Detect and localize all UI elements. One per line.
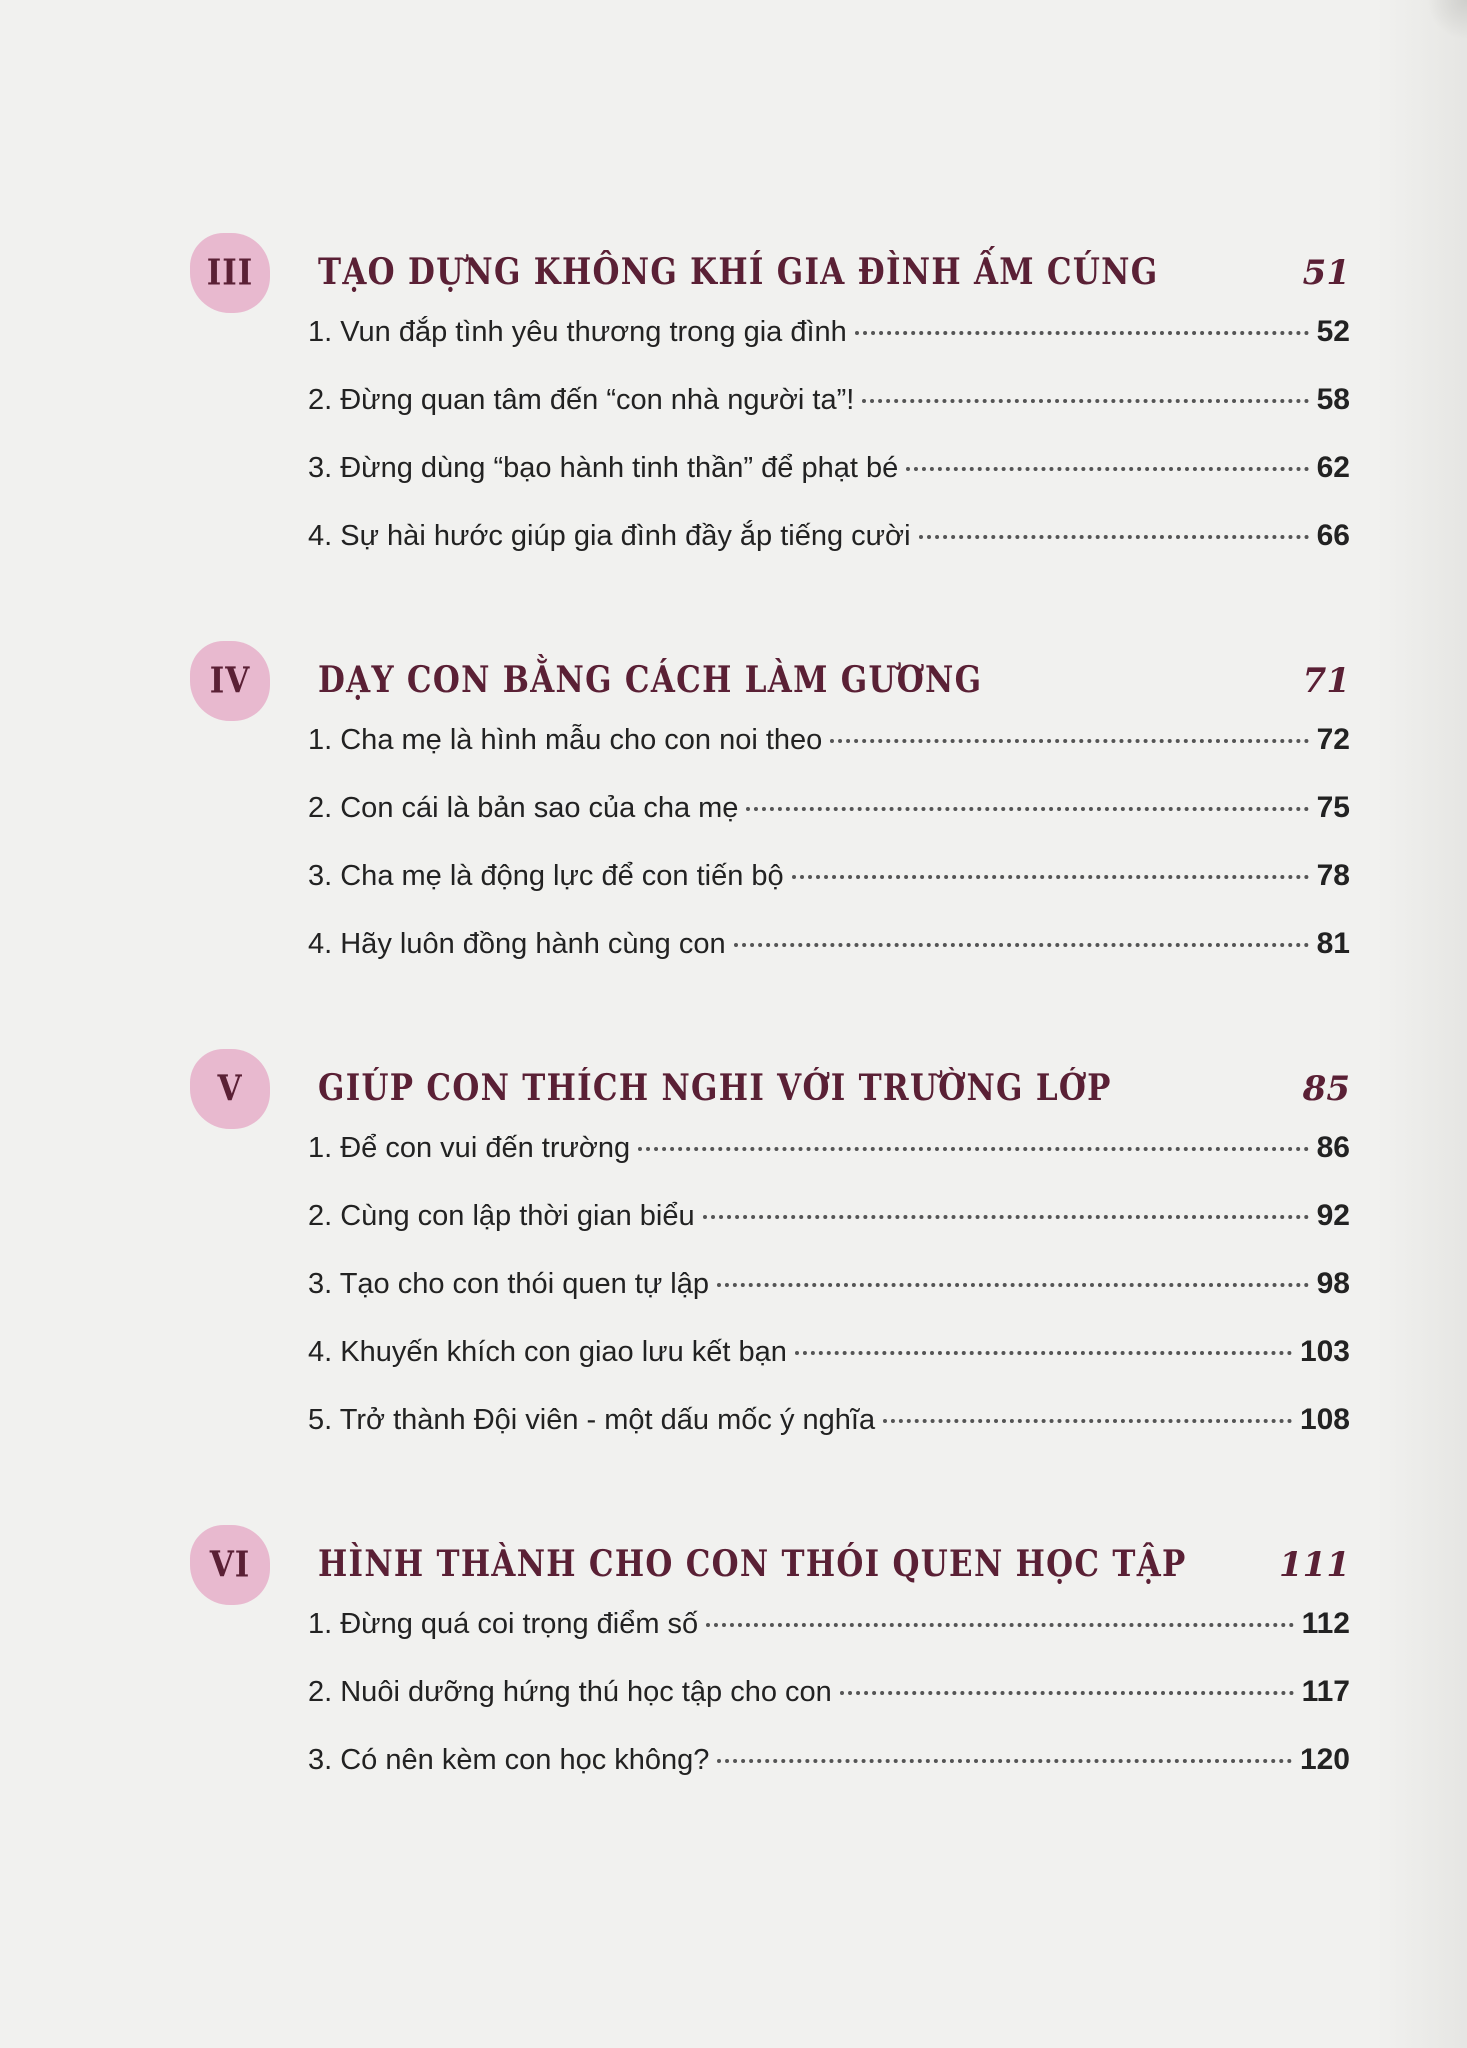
toc-entry[interactable]: [308, 791, 1350, 859]
chapter-title: TẠO DỰNG KHÔNG KHÍ GIA ĐÌNH ẤM CÚNG: [318, 251, 1159, 293]
chapter-iii: [190, 215, 1360, 623]
chapter-page-number: 111: [1279, 1545, 1350, 1585]
toc-entry[interactable]: [308, 1403, 1350, 1471]
toc-entry[interactable]: [308, 315, 1350, 383]
dot-leader: [706, 1623, 1293, 1627]
chapter-numeral: IV: [209, 660, 251, 702]
chapter-page-number: 51: [1302, 253, 1350, 293]
chapter-iv: [190, 623, 1360, 1031]
chapter-title: DẠY CON BẰNG CÁCH LÀM GƯƠNG: [318, 659, 983, 701]
toc-entry-page: 52: [1316, 315, 1350, 348]
toc-entry-page: 81: [1316, 927, 1350, 960]
toc-entry-page: 120: [1299, 1743, 1350, 1776]
toc-entry[interactable]: [308, 927, 1350, 995]
toc-entry[interactable]: [308, 723, 1350, 791]
toc-entry-text: 2. Cùng con lập thời gian biểu: [308, 1200, 695, 1232]
toc-entry-page: 75: [1316, 791, 1350, 824]
toc-entry-page: 103: [1299, 1335, 1350, 1368]
toc-entry-page: 66: [1316, 519, 1350, 552]
chapter-header[interactable]: [190, 623, 1360, 723]
chapter-entries: [190, 1131, 1360, 1471]
toc-entry[interactable]: [308, 859, 1350, 927]
chapter-header[interactable]: [190, 1507, 1360, 1607]
toc-entry-text: 3. Đừng dùng “bạo hành tinh thần” để phạt bé: [308, 452, 899, 484]
dot-leader: [717, 1283, 1309, 1287]
chapter-title: HÌNH THÀNH CHO CON THÓI QUEN HỌC TẬP: [318, 1543, 1187, 1585]
toc-entry-text: 2. Đừng quan tâm đến “con nhà người ta”!: [308, 384, 855, 416]
chapter-numeral-badge: [190, 233, 270, 313]
dot-leader: [746, 807, 1308, 811]
toc-entry-text: 1. Cha mẹ là hình mẫu cho con noi theo: [308, 724, 823, 756]
toc-entry[interactable]: [308, 383, 1350, 451]
chapter-entries: [190, 723, 1360, 995]
chapter-numeral: III: [206, 252, 254, 294]
page-edge-shadow: [1377, 0, 1467, 2048]
toc-entry[interactable]: [308, 1675, 1350, 1743]
toc-entry-text: 3. Tạo cho con thói quen tự lập: [308, 1268, 709, 1300]
chapter-numeral-badge: [190, 641, 270, 721]
toc-entry-page: 98: [1316, 1267, 1350, 1300]
dot-leader: [883, 1419, 1292, 1423]
chapter-header[interactable]: [190, 1031, 1360, 1131]
toc-entry-text: 1. Vun đắp tình yêu thương trong gia đình: [308, 316, 847, 348]
toc-entry-page: 58: [1316, 383, 1350, 416]
chapter-numeral: V: [217, 1068, 243, 1110]
toc-entry-page: 92: [1316, 1199, 1350, 1232]
chapter-header[interactable]: [190, 215, 1360, 315]
toc-entry[interactable]: [308, 1607, 1350, 1675]
toc-entry-text: 2. Nuôi dưỡng hứng thú học tập cho con: [308, 1676, 832, 1708]
dot-leader: [703, 1215, 1309, 1219]
toc-entry-page: 62: [1316, 451, 1350, 484]
dot-leader: [919, 535, 1309, 539]
toc-entry-page: 72: [1316, 723, 1350, 756]
chapter-page-number: 85: [1302, 1069, 1350, 1109]
chapter-gap: [190, 1471, 1360, 1507]
toc-entry-page: 78: [1316, 859, 1350, 892]
toc-entry[interactable]: [308, 1743, 1350, 1811]
dot-leader: [830, 739, 1308, 743]
dot-leader: [734, 943, 1309, 947]
table-of-contents: [190, 215, 1360, 1811]
dot-leader: [862, 399, 1308, 403]
dot-leader: [792, 875, 1309, 879]
chapter-numeral-badge: [190, 1049, 270, 1129]
chapter-title: GIÚP CON THÍCH NGHI VỚI TRƯỜNG LỚP: [318, 1067, 1112, 1109]
toc-entry-text: 4. Khuyến khích con giao lưu kết bạn: [308, 1336, 787, 1368]
chapter-numeral: VI: [209, 1544, 251, 1586]
toc-entry[interactable]: [308, 1267, 1350, 1335]
page-corner-shadow: [1427, 0, 1467, 40]
toc-entry-page: 117: [1301, 1675, 1350, 1708]
toc-entry[interactable]: [308, 451, 1350, 519]
chapter-vi: [190, 1507, 1360, 1811]
chapter-entries: [190, 1607, 1360, 1811]
dot-leader: [906, 467, 1308, 471]
dot-leader: [717, 1759, 1292, 1763]
toc-entry[interactable]: [308, 1335, 1350, 1403]
toc-entry-page: 86: [1316, 1131, 1350, 1164]
chapter-gap: [190, 995, 1360, 1031]
toc-entry[interactable]: [308, 1199, 1350, 1267]
toc-entry-text: 4. Hãy luôn đồng hành cùng con: [308, 928, 726, 960]
toc-entry-text: 1. Để con vui đến trường: [308, 1132, 631, 1164]
dot-leader: [638, 1147, 1308, 1151]
chapter-numeral-badge: [190, 1525, 270, 1605]
dot-leader: [795, 1351, 1292, 1355]
chapter-page-number: 71: [1302, 661, 1350, 701]
toc-entry-text: 3. Có nên kèm con học không?: [308, 1744, 710, 1776]
toc-entry[interactable]: [308, 1131, 1350, 1199]
toc-entry-text: 3. Cha mẹ là động lực để con tiến bộ: [308, 860, 784, 892]
chapter-v: [190, 1031, 1360, 1507]
dot-leader: [840, 1691, 1294, 1695]
toc-entry-text: 2. Con cái là bản sao của cha mẹ: [308, 792, 739, 824]
dot-leader: [855, 331, 1309, 335]
toc-entry[interactable]: [308, 519, 1350, 587]
toc-entry-text: 1. Đừng quá coi trọng điểm số: [308, 1608, 699, 1640]
toc-entry-text: 4. Sự hài hước giúp gia đình đầy ắp tiếng cười: [308, 520, 911, 552]
chapter-gap: [190, 587, 1360, 623]
toc-entry-text: 5. Trở thành Đội viên - một dấu mốc ý nghĩa: [308, 1404, 876, 1436]
chapter-entries: [190, 315, 1360, 587]
toc-entry-page: 112: [1301, 1607, 1350, 1640]
toc-entry-page: 108: [1299, 1403, 1350, 1436]
